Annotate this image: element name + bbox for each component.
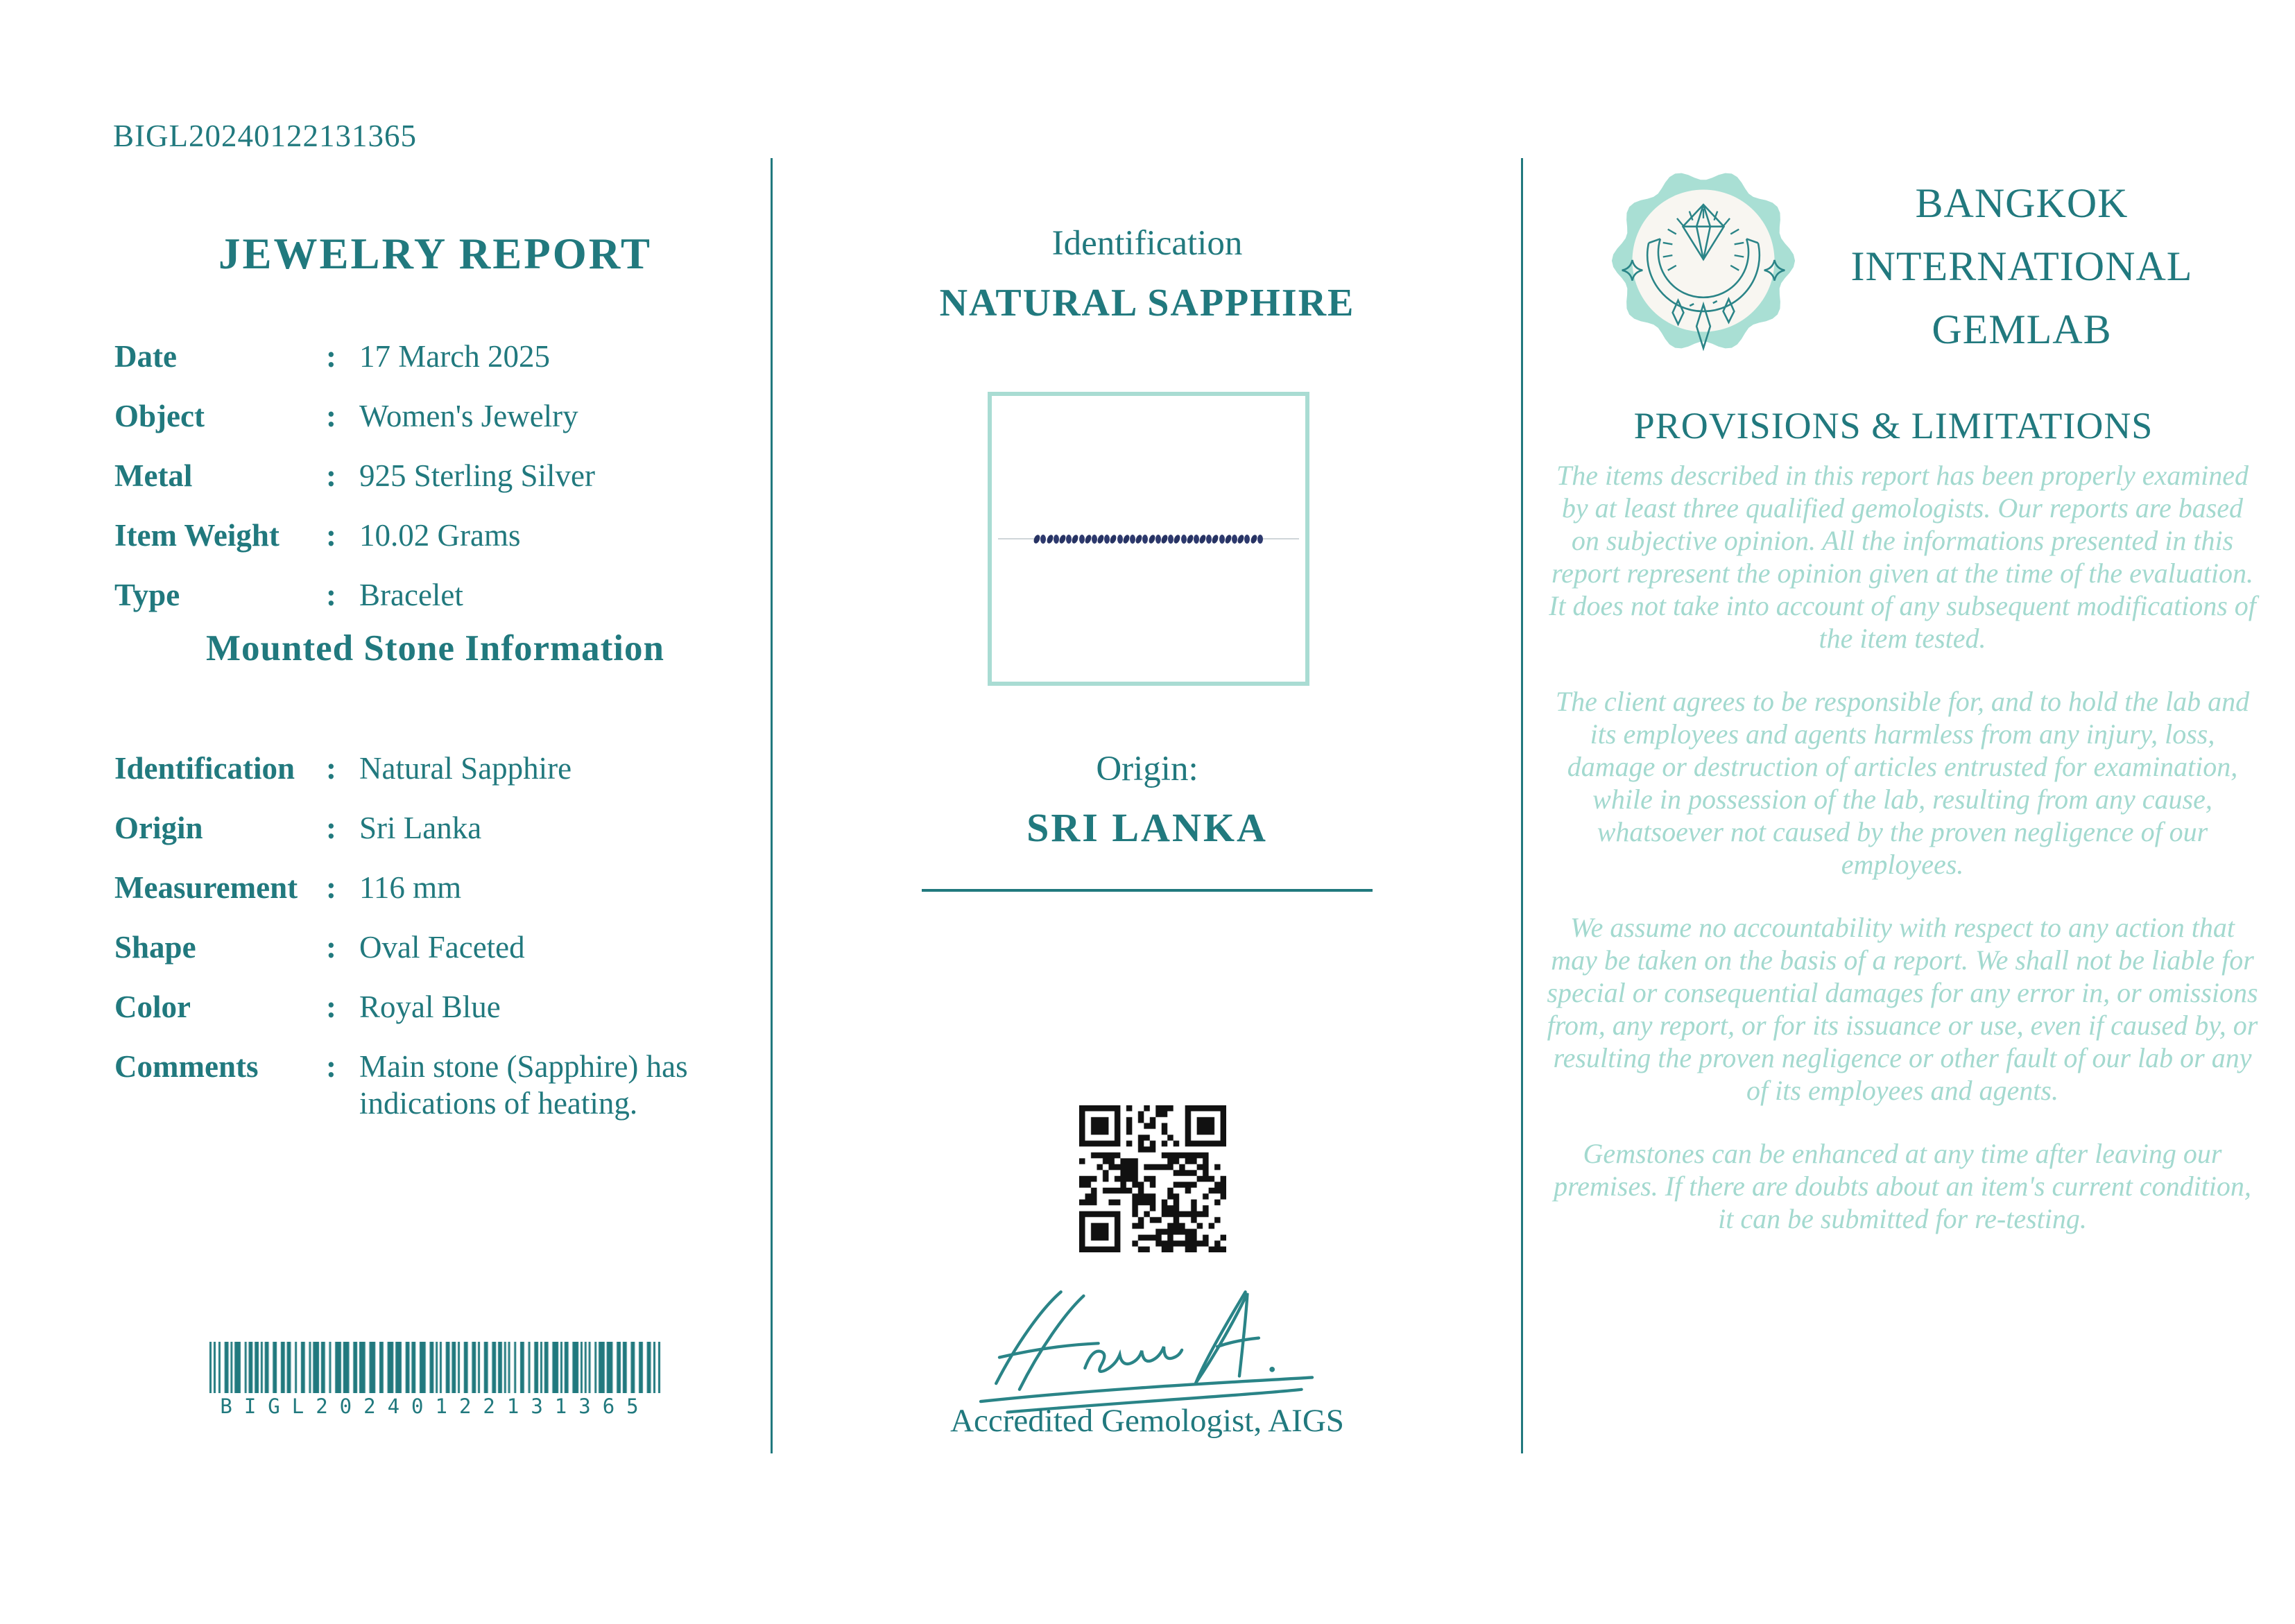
origin-value: SRI LANKA [1026,805,1268,850]
barcode [208,1342,662,1418]
field-label: Type [114,578,180,612]
field-value: Royal Blue [359,990,501,1024]
field-value: Oval Faceted [359,930,525,965]
field-label: Date [114,339,177,374]
report-title: JEWELRY REPORT [218,230,653,278]
lab-name-line: INTERNATIONAL [1850,243,2193,289]
field-value: Bracelet [359,578,463,612]
field-row-date [94,338,777,398]
mounted-stone-heading: Mounted Stone Information [205,628,665,668]
field-colon: : [326,1049,336,1084]
field-label: Color [114,990,191,1024]
stone-fields [94,750,777,1121]
field-row-shape [94,929,777,989]
field-value: 17 March 2025 [359,339,550,374]
field-row-object [94,398,777,458]
field-colon: : [326,990,336,1024]
field-value: Natural Sapphire [359,751,572,786]
field-row-origin [94,810,777,870]
field-label: Shape [114,930,196,965]
signatory-title: Accredited Gemologist, AIGS [950,1403,1344,1439]
qr-code [1079,1105,1226,1252]
field-colon: : [326,811,336,845]
field-colon: : [326,930,336,965]
gemlab-logo [1608,165,1799,356]
provision-paragraph: The client agrees to be responsible for, and to hold the lab and its employees and agents harmless from any injury, loss, damage or destruction of articles entrusted for examination, while in possession of the lab, resulting from any cause, whatsoever not caused by the proven negligence of our employees. [1555,686,2250,880]
report-number: BIGL20240122131365 [113,119,417,153]
field-label: Origin [114,811,203,845]
field-label: Object [114,399,205,433]
field-colon: : [326,518,336,553]
field-value: 116 mm [359,870,462,905]
identification-value: NATURAL SAPPHIRE [939,282,1355,325]
field-colon: : [326,870,336,905]
field-row-item-weight [94,517,777,577]
field-label: Measurement [114,870,298,905]
field-label: Identification [114,751,295,786]
origin-divider [922,889,1373,892]
lab-name-line: GEMLAB [1932,306,2112,352]
field-row-identification [94,750,777,810]
field-row-color [94,989,777,1048]
origin-label: Origin: [1096,750,1198,788]
field-label: Item Weight [114,518,280,553]
field-row-comments [94,1048,777,1121]
provision-paragraph: Gemstones can be enhanced at any time after leaving our premises. If there are doubts about an item's current condition, it can be submitted for re-testing. [1554,1138,2251,1234]
field-value: Sri Lanka [359,811,482,845]
field-value: Main stone (Sapphire) has indications of heating. [359,1049,688,1121]
field-label: Comments [114,1049,259,1084]
identification-heading: Identification [1051,224,1243,263]
gemologist-signature [931,1275,1361,1422]
lab-name [1814,172,2230,361]
field-colon: : [326,339,336,374]
field-row-metal [94,458,777,517]
field-value: 925 Sterling Silver [359,458,595,493]
lab-name-line: BANGKOK [1915,180,2129,226]
barcode-image [208,1342,662,1393]
field-value: 10.02 Grams [359,518,521,553]
field-row-measurement [94,870,777,929]
provisions-heading: PROVISIONS & LIMITATIONS [1633,405,2154,447]
field-value: Women's Jewelry [359,399,578,433]
provisions-text [1545,459,2260,1265]
item-fields [94,338,777,637]
field-colon: : [326,458,336,493]
field-colon: : [326,578,336,612]
item-photo-frame [988,392,1309,686]
field-colon: : [326,399,336,433]
provision-paragraph: We assume no accountability with respect to any action that may be taken on the basis of a report. We shall not be liable for special or consequential damages for any error in, or omissions from, any report, or for its issuance or use, even if caused by, or resulting the proven negligence or other fault of our lab or any of its employees and agents. [1547,912,2258,1106]
field-label: Metal [114,458,193,493]
provision-paragraph: The items described in this report has been properly examined by at least three qualified gemologists. Our reports are based on subjective opinion. All the informations presented in this report represent the opinion given at the time of the evaluation. It does not take into account of any subsequent modifications of the item tested. [1549,460,2256,654]
sapphire-bracelet-photo [998,535,1300,544]
field-colon: : [326,751,336,786]
barcode-text: BIGL20240122131365 [220,1394,651,1418]
